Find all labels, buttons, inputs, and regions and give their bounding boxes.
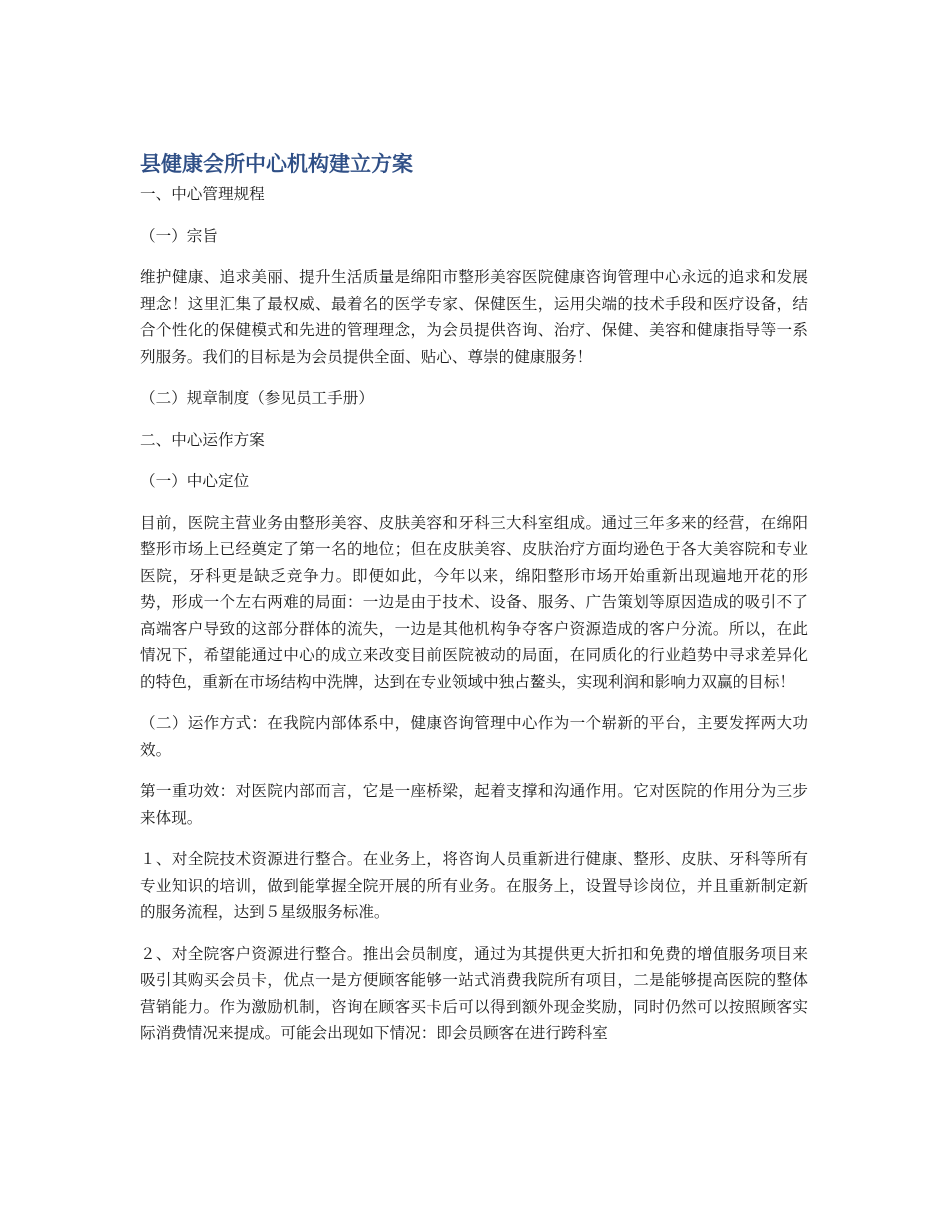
document-title: 县健康会所中心机构建立方案 (140, 152, 413, 176)
section-heading-1: 一、中心管理规程 (140, 185, 265, 203)
paragraph-first-function: 第一重功效：对医院内部而言，它是一座桥梁，起着支撑和沟通作用。它对医院的作用分为三步来体现。 (140, 782, 808, 827)
subsection-heading-rules: （二）规章制度（参见员工手册） (140, 389, 374, 407)
section-heading-2: 二、中心运作方案 (140, 430, 265, 449)
subsection-heading-positioning: （一）中心定位 (140, 472, 250, 490)
document-page (140, 148, 808, 1047)
list-item-1: １、对全院技术资源进行整合。在业务上，将咨询人员重新进行健康、整形、皮肤、牙科等所有专业知识的培训，做到能掌握全院开展的所有业务。在服务上，设置导诊岗位，并且重新制定新的服务流程，达到５星级服务标准。 (140, 850, 808, 921)
list-item-2: ２、对全院客户资源进行整合。推出会员制度，通过为其提供更大折扣和免费的增值服务项目来吸引其购买会员卡，优点一是方便顾客能够一站式消费我院所有项目，二是能够提高医院的整体营销能力。作为激励机制，咨询在顾客买卡后可以得到额外现金奖励，同时仍然可以按照顾客实际消费情况来提成。可能会出现如下情况：即会员顾客在进行跨科室 (140, 944, 808, 1042)
subsection-heading-purpose: （一）宗旨 (140, 226, 218, 245)
paragraph-positioning: 目前，医院主营业务由整形美容、皮肤美容和牙科三大科室组成。通过三年多来的经营，在绵阳整形市场上已经奠定了第一名的地位；但在皮肤美容、皮肤治疗方面均逊色于各大美容院和专业医院，牙科更是缺乏竞争力。即便如此，今年以来，绵阳整形市场开始重新出现遍地开花的形势，形成一个左右两难的局面：一边是由于技术、设备、服务、广告策划等原因造成的吸引不了高端客户导致的这部分群体的流失，一边是其他机构争夺客户资源造成的客户分流。所以，在此情况下，希望能通过中心的成立来改变目前医院被动的局面，在同质化的行业趋势中寻求差异化的特色，重新在市场结构中洗牌，达到在专业领域中独占鳌头，实现利润和影响力双赢的目标！ (140, 513, 808, 691)
paragraph-operation-mode: （二）运作方式：在我院内部体系中，健康咨询管理中心作为一个崭新的平台，主要发挥两大功效。 (140, 714, 808, 759)
paragraph-purpose: 维护健康、追求美丽、提升生活质量是绵阳市整形美容医院健康咨询管理中心永远的追求和发展理念！这里汇集了最权威、最着名的医学专家、保健医生，运用尖端的技术手段和医疗设备，结合个性化的保健模式和先进的管理理念，为会员提供咨询、治疗、保健、美容和健康指导等一系列服务。我们的目标是为会员提供全面、贴心、尊崇的健康服务！ (140, 268, 808, 366)
